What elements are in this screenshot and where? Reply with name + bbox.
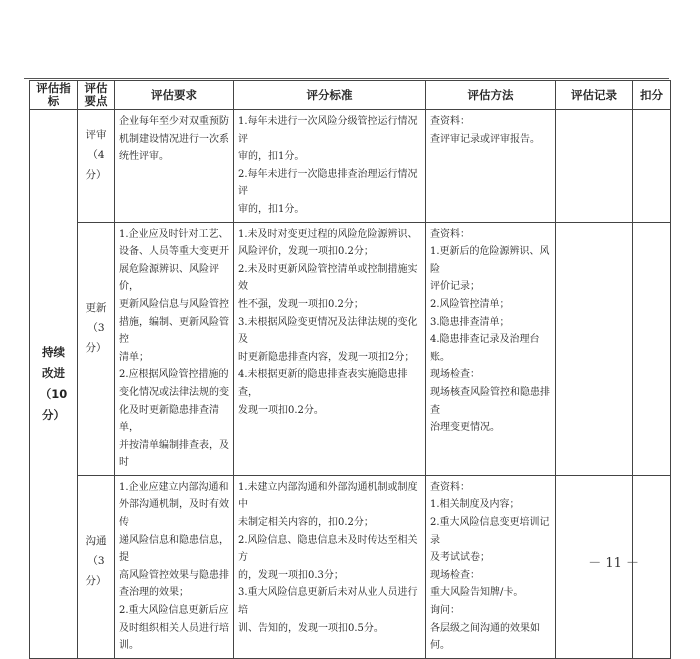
method-cell <box>426 110 556 223</box>
method-line: 现场核查风险管控和隐患排查 <box>430 386 550 416</box>
header-requirement: 评估要求 <box>115 81 234 110</box>
standard-cell <box>234 475 426 658</box>
key-point-cell <box>78 475 115 658</box>
method-line: 及考试试卷； <box>430 552 490 564</box>
method-line: 1.更新后的危险源辨识、风险 <box>430 246 550 275</box>
requirement-line: 递风险信息和隐患信息，提 <box>119 534 229 564</box>
method-line: 1.相关制度及内容； <box>430 499 520 511</box>
key-point-name: 评审 <box>85 129 107 141</box>
deduction-cell[interactable] <box>633 222 671 475</box>
standard-cell <box>234 110 426 223</box>
requirement-line: 机制建设情况进行一次系 <box>119 133 229 145</box>
requirement-cell <box>115 222 234 475</box>
standard-line: 2.未及时更新风险管控清单或控制措施实效 <box>238 263 418 293</box>
top-rule <box>24 78 669 79</box>
method-line: 重大风险告知牌/卡。 <box>430 587 524 599</box>
standard-cell <box>234 222 426 475</box>
requirement-line: 企业每年至少对双重预防 <box>119 116 229 127</box>
method-line: 2.风险管控清单； <box>430 298 510 310</box>
key-point-cell <box>78 110 115 223</box>
record-cell[interactable] <box>556 222 633 475</box>
key-point-name: 更新 <box>85 301 107 314</box>
requirement-line: 更新风险信息与风险管控 <box>119 298 229 310</box>
standard-line: 审的，扣1分。 <box>238 151 305 163</box>
standard-line: 1.未及时对变更过程的风险危险源辨识、 <box>238 228 418 240</box>
page-number: － 11 － <box>588 556 639 571</box>
key-point-name: 沟通 <box>85 534 107 547</box>
header-method: 评估方法 <box>426 81 556 110</box>
method-line: 查资料： <box>430 116 470 127</box>
header-standard: 评分标准 <box>234 81 426 110</box>
indicator-line-2: 改进 <box>42 365 65 380</box>
requirement-line: 2.重大风险信息更新后应 <box>119 605 229 617</box>
standard-line: 1.未建立内部沟通和外部沟通机制或制度中 <box>238 481 418 511</box>
header-indicator: 评估指标 <box>30 81 78 110</box>
method-cell <box>426 475 556 658</box>
table-row-update <box>30 222 671 475</box>
method-line: 查评审记录或评审报告。 <box>430 133 540 145</box>
header-deduction: 扣分 <box>633 81 671 110</box>
method-line: 评价记录； <box>430 281 480 293</box>
requirement-line: 外部沟通机制，及时有效传 <box>119 499 229 529</box>
standard-line: 2.每年未进行一次隐患排查治理运行情况 评 <box>238 168 418 198</box>
standard-line: 风险评价，发现一项扣0.2分； <box>238 246 374 258</box>
key-point-cell <box>78 222 115 475</box>
standard-line: 训、告知的，发现一项扣0.5分。 <box>238 622 384 634</box>
method-line: 治理变更情况。 <box>430 422 500 434</box>
table-row-communication <box>30 475 671 658</box>
requirement-cell <box>115 475 234 658</box>
method-line: 4.隐患排查记录及治理台账。 <box>430 334 540 363</box>
standard-line: 3.重大风险信息更新后未对从业人员进行培 <box>238 587 418 617</box>
header-record: 评估记录 <box>556 81 633 110</box>
requirement-line: 2.应根据风险管控措施的 <box>119 369 229 381</box>
method-line: 询问： <box>430 605 460 617</box>
standard-line: 的，发现一项扣0.3分； <box>238 569 344 581</box>
indicator-cell <box>30 110 78 659</box>
method-line: 查资料： <box>430 228 470 240</box>
evaluation-table <box>29 80 671 659</box>
indicator-line-3: （10分） <box>39 386 68 422</box>
standard-line: 审的，扣1分。 <box>238 203 305 215</box>
method-line: 现场检查： <box>430 569 480 581</box>
key-point-score: （3分） <box>85 554 107 587</box>
header-key-point: 评估要点 <box>78 81 115 110</box>
key-point-score: （4分） <box>85 149 107 181</box>
standard-line: 发现一项扣0.2分。 <box>238 404 324 416</box>
requirement-line: 统性评审。 <box>119 151 169 163</box>
requirement-line: 及时组织相关人员进行培 <box>119 622 229 634</box>
method-line: 2.重大风险信息变更培训记录 <box>430 517 550 546</box>
requirement-line: 设备、人员等重大变更开 <box>119 246 229 258</box>
requirement-cell <box>115 110 234 223</box>
method-cell <box>426 222 556 475</box>
requirement-line: 措施，编制、更新风险管控 <box>119 316 229 346</box>
standard-line: 4.未根据更新的隐患排查表实施隐患排查， <box>238 369 408 398</box>
requirement-line: 化及时更新隐患排查清单， <box>119 404 219 434</box>
requirement-line: 1.企业应建立内部沟通和 <box>119 481 229 493</box>
standard-line: 未制定相关内容的，扣0.2分； <box>238 517 374 529</box>
requirement-line: 高风险管控效果与隐患排 <box>119 569 229 581</box>
requirement-line: 1.企业应及时针对工艺、 <box>119 228 229 240</box>
requirement-line: 变化情况或法律法规的变 <box>119 386 229 398</box>
method-line: 查资料： <box>430 481 470 493</box>
key-point-score: （3分） <box>85 321 107 354</box>
standard-line: 时更新隐患排查内容，发现一项扣2分； <box>238 351 415 363</box>
requirement-line: 查治理的效果； <box>119 587 189 599</box>
requirement-line: 展危险源辨识、风险评价， <box>119 263 219 293</box>
deduction-cell[interactable] <box>633 110 671 223</box>
method-line: 3.隐患排查清单； <box>430 316 510 328</box>
standard-line: 性不强，发现一项扣0.2分； <box>238 298 364 310</box>
requirement-line: 并按清单编制排查表，及时 <box>119 439 229 469</box>
record-cell[interactable] <box>556 110 633 223</box>
standard-line: 3.未根据风险变更情况及法律法规的变化及 <box>238 316 418 346</box>
indicator-line-1: 持续 <box>42 344 65 359</box>
requirement-line: 清单； <box>119 351 149 363</box>
table-row-review <box>30 110 671 223</box>
method-line: 各层级之间沟通的效果如何。 <box>430 622 540 652</box>
requirement-line: 训。 <box>119 640 139 652</box>
header-row <box>30 81 671 110</box>
method-line: 现场检查： <box>430 369 480 381</box>
standard-line: 1.每年未进行一次风险分级管控运行情况 评 <box>238 116 418 145</box>
standard-line: 2.风险信息、隐患信息未及时传达至相关方 <box>238 534 418 564</box>
